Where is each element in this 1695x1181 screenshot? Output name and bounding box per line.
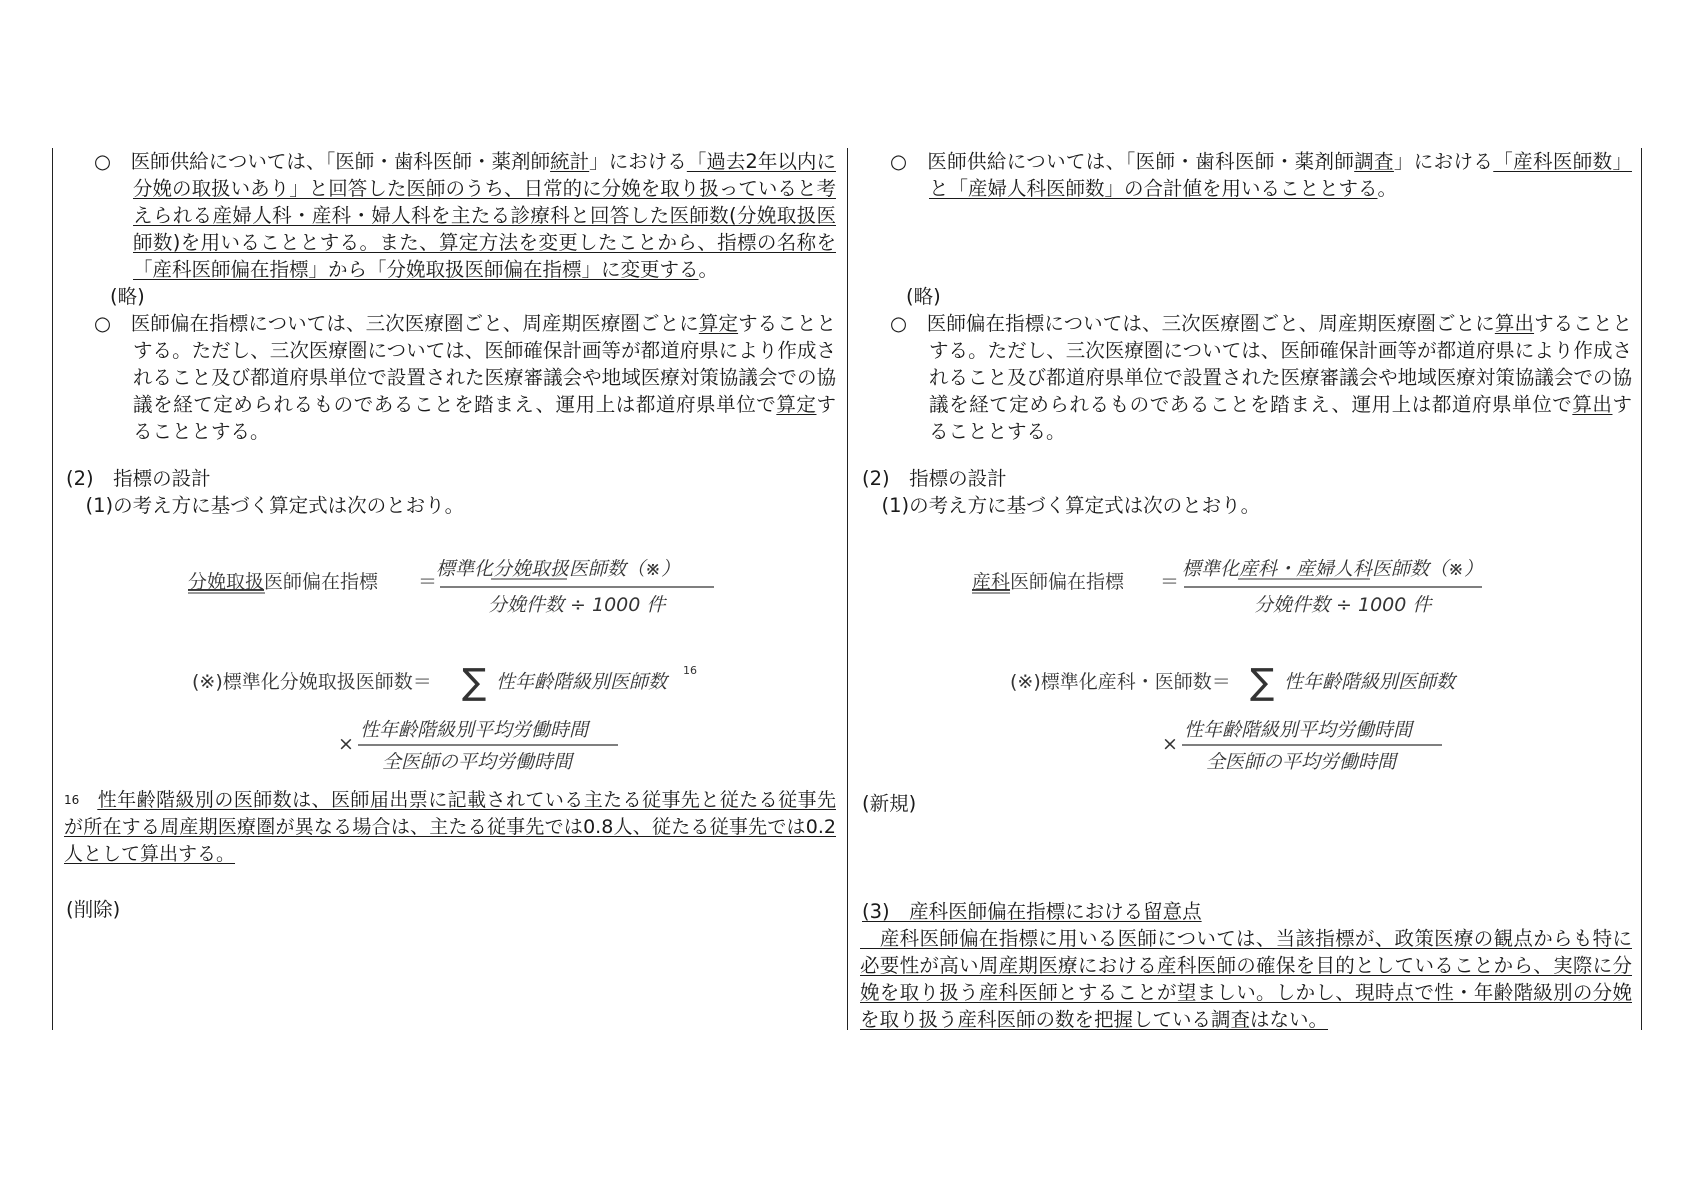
svg-text:標準化産科・産婦人科医師数（※）: 標準化産科・産婦人科医師数（※） xyxy=(1182,558,1483,580)
sigma-symbol: ∑ xyxy=(462,662,487,703)
section-title: (2) 指標の設計 xyxy=(66,467,211,490)
current-column xyxy=(860,148,1632,519)
changed-text: 算出 xyxy=(1494,312,1535,335)
supply-paragraph: ○ 医師供給については、「医師・歯科医師・薬剤師統計」における「過去2年以内に分娩の取扱いあり」と回答した医師のうち、日常的に分娩を取り扱っていると考えられる産婦人科・産科・婦人科を主たる診療科と回答した医師数(分娩取扱医師数)を用いることとする。また、算定方法を変更したことから、指標の名称を「産科医師偏在指標」から「分娩取扱医師偏在指標」に変更する。 xyxy=(94,150,836,281)
section-intro: (1)の考え方に基づく算定式は次のとおり。 xyxy=(66,494,465,517)
formula-equals: ＝ xyxy=(418,571,438,593)
ratio-numerator: 性年齢階級別平均労働時間 xyxy=(360,719,589,741)
changed-text: 算定 xyxy=(776,393,817,416)
footnote xyxy=(64,787,836,868)
section3-title: (3) 産科医師偏在指標における留意点 xyxy=(862,900,1202,923)
changed-text: 「産科医師数」と「産婦人科医師数」の合計値を用いることとする xyxy=(929,150,1632,200)
formula-right-svg xyxy=(970,552,1510,780)
formula-lhs-changed: 産科 xyxy=(972,571,1011,593)
footnote-number: 16 xyxy=(64,793,80,807)
revised-column xyxy=(64,148,836,519)
section3-body: 産科医師偏在指標に用いる医師については、当該指標が、政策医療の観点からも特に必要性が高い周産期医療における産科医師の確保を目的としていることから、実際に分娩を取り扱う産科医師とすることが望ましい。しかし、現時点で性・年齢階級別の分娩を取り扱う産科医師の数を把握している調査はない。 xyxy=(860,927,1632,1031)
times-symbol: × xyxy=(1162,733,1178,755)
sigma-symbol: ∑ xyxy=(1250,662,1275,703)
changed-text: 算出 xyxy=(1572,393,1613,416)
ratio-numerator: 性年齢階級別平均労働時間 xyxy=(1184,719,1413,741)
ratio-denominator: 全医師の平均労働時間 xyxy=(382,751,573,773)
svg-text:分娩取扱医師偏在指標: 分娩取扱医師偏在指標 xyxy=(188,571,379,593)
formula-left xyxy=(186,552,726,780)
left-lower xyxy=(64,787,836,923)
changed-text: 「過去2年以内に分娩の取扱いあり」と回答した医師のうち、日常的に分娩を取り扱っていると考えられる産婦人科・産科・婦人科を主たる診療科と回答した医師数(分娩取扱医師数)を用いることとする。また、算定方法を変更したことから、指標の名称を「産科医師偏在指標」から「分娩取扱医師偏在指標」に変更する xyxy=(133,150,836,281)
svg-text:標準化分娩取扱医師数（※）: 標準化分娩取扱医師数（※） xyxy=(436,558,680,580)
formula-equals: ＝ xyxy=(1160,571,1180,593)
center-divider xyxy=(847,148,848,1030)
indicator-paragraph: ○ 医師偏在指標については、三次医療圏ごと、周産期医療圏ごとに算定することとする。ただし、三次医療圏については、医師確保計画等が都道府県により作成されること及び都道府県単位で設置された医療審議会や地域医療対策協議会での協議を経て定められるものであることを踏まえ、運用上は都道府県単位で算定することとする。 xyxy=(94,312,836,443)
formula-right xyxy=(970,552,1510,780)
formula-denominator: 分娩件数 ÷ 1000 件 xyxy=(488,594,666,616)
deleted-label: (削除) xyxy=(66,898,121,921)
omitted-label: (略) xyxy=(906,285,941,308)
right-lower xyxy=(860,790,1632,1033)
svg-text:産科医師偏在指標: 産科医師偏在指標 xyxy=(972,571,1125,593)
left-border xyxy=(52,148,53,1030)
footnote-ref: 16 xyxy=(683,664,697,677)
changed-text: 算定 xyxy=(698,312,739,335)
changed-text: 統計 xyxy=(550,150,590,173)
ratio-denominator: 全医師の平均労働時間 xyxy=(1206,751,1397,773)
formula-denominator: 分娩件数 ÷ 1000 件 xyxy=(1254,594,1432,616)
bullet-mark: ○ xyxy=(890,150,908,173)
bullet-mark: ○ xyxy=(94,150,112,173)
indicator-paragraph: ○ 医師偏在指標については、三次医療圏ごと、周産期医療圏ごとに算出することとする。ただし、三次医療圏については、医師確保計画等が都道府県により作成されること及び都道府県単位で設置された医療審議会や地域医療対策協議会での協議を経て定められるものであることを踏まえ、運用上は都道府県単位で算出することとする。 xyxy=(890,312,1632,443)
bullet-mark: ○ xyxy=(94,312,112,335)
formula-sum-term: 性年齢階級別医師数 xyxy=(1284,671,1456,693)
changed-text: 調査 xyxy=(1354,150,1394,173)
formula-std-label: (※)標準化分娩取扱医師数＝ xyxy=(192,671,432,693)
formula-std-label: (※)標準化産科・医師数＝ xyxy=(1010,671,1231,693)
right-border xyxy=(1641,148,1642,1030)
section-intro: (1)の考え方に基づく算定式は次のとおり。 xyxy=(862,494,1261,517)
footnote-text: 性年齢階級別の医師数は、医師届出票に記載されている主たる従事先と従たる従事先が所在する周産期医療圏が異なる場合は、主たる従事先では0.8人、従たる従事先では0.2人として算出する。 xyxy=(64,789,836,865)
formula-sum-term: 性年齢階級別医師数 xyxy=(496,671,668,693)
supply-paragraph: ○ 医師供給については、「医師・歯科医師・薬剤師調査」における「産科医師数」と「産婦人科医師数」の合計値を用いることとする。 xyxy=(890,150,1632,200)
new-label: (新規) xyxy=(862,792,917,815)
formula-left-svg xyxy=(186,552,726,780)
bullet-mark: ○ xyxy=(890,312,908,335)
times-symbol: × xyxy=(338,733,354,755)
formula-lhs-changed: 分娩取扱 xyxy=(188,571,265,593)
section-title: (2) 指標の設計 xyxy=(862,467,1007,490)
omitted-label: (略) xyxy=(110,285,145,308)
